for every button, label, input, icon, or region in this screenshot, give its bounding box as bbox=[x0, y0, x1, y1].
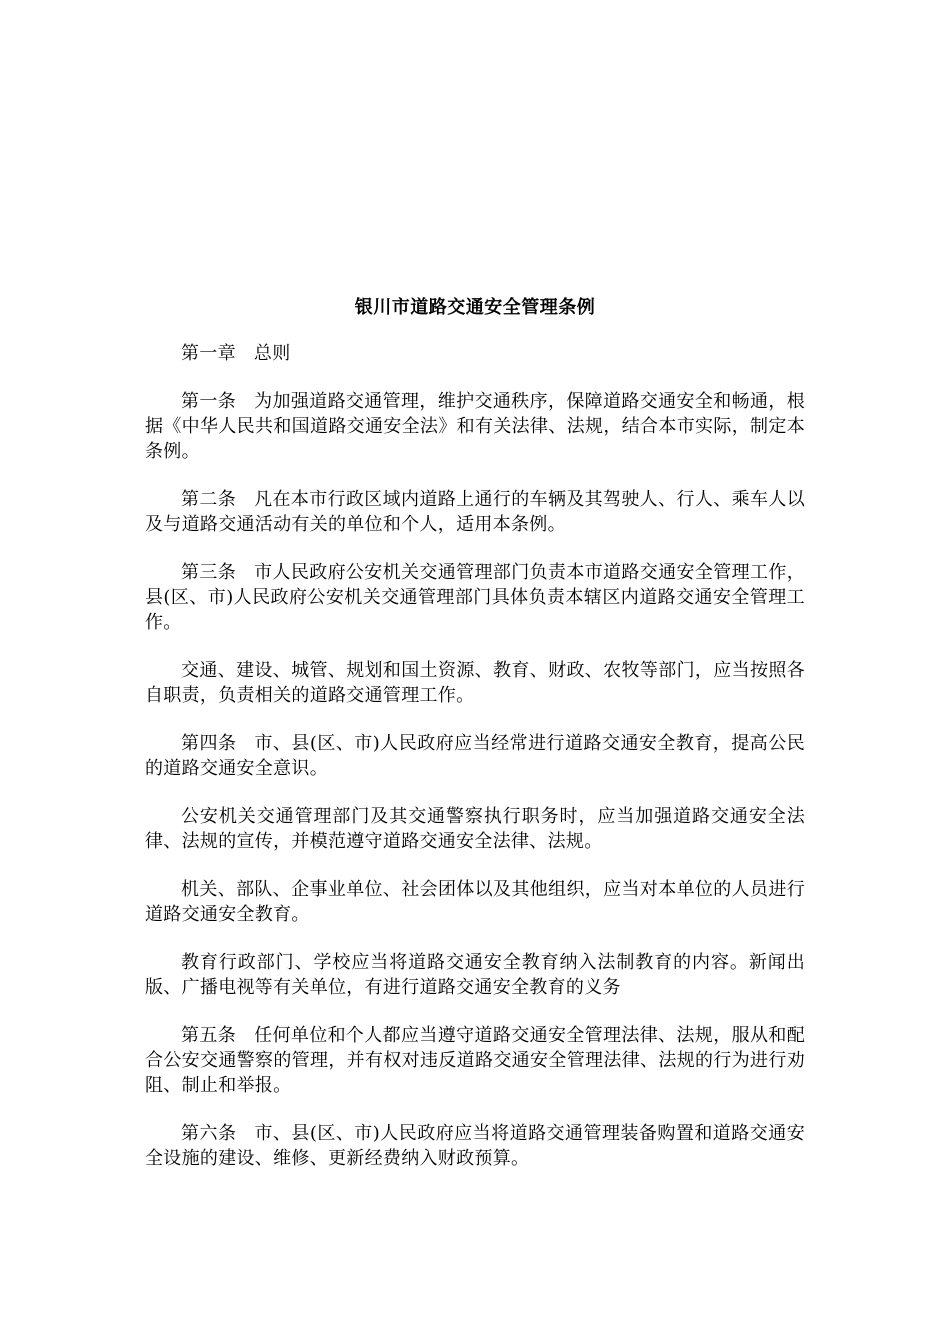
article-paragraph bbox=[145, 950, 805, 1000]
article-paragraph bbox=[145, 487, 805, 537]
article-text: 机关、部队、企事业单位、社会团体以及其他组织，应当对本单位的人员进行道路交通安全教育。 bbox=[145, 879, 805, 925]
article-number: 第一条 bbox=[181, 391, 237, 412]
article-text: 市人民政府公安机关交通管理部门负责本市道路交通安全管理工作，县(区、市)人民政府公安机关交通管理部门具体负责本辖区内道路交通安全管理工作。 bbox=[145, 562, 806, 633]
article-paragraph bbox=[145, 560, 805, 635]
document-title: 银川市道路交通安全管理条例 bbox=[354, 297, 596, 318]
article-number: 第二条 bbox=[181, 489, 237, 510]
article-number: 第三条 bbox=[181, 562, 237, 583]
article-text: 凡在本市行政区域内道路上通行的车辆及其驾驶人、行人、乘车人以及与道路交通活动有关的单位和个人，适用本条例。 bbox=[145, 489, 806, 535]
article-number: 第五条 bbox=[181, 1025, 237, 1046]
article-text: 交通、建设、城管、规划和国土资源、教育、财政、农牧等部门，应当按照各自职责，负责相关的道路交通管理工作。 bbox=[145, 660, 805, 706]
article-paragraph bbox=[145, 389, 805, 464]
article-number: 第六条 bbox=[181, 1123, 237, 1144]
article-text: 公安机关交通管理部门及其交通警察执行职务时，应当加强道路交通安全法律、法规的宣传，并模范遵守道路交通安全法律、法规。 bbox=[145, 806, 805, 852]
article-number: 第四条 bbox=[181, 733, 237, 754]
article-paragraph bbox=[145, 1121, 805, 1171]
article-text: 市、县(区、市)人民政府应当将道路交通管理装备购置和道路交通安全设施的建设、维修、更新经费纳入财政预算。 bbox=[145, 1123, 806, 1169]
article-text: 任何单位和个人都应当遵守道路交通安全管理法律、法规，服从和配合公安交通警察的管理，并有权对违反道路交通安全管理法律、法规的行为进行劝阻、制止和举报。 bbox=[145, 1025, 806, 1096]
article-paragraph bbox=[145, 804, 805, 854]
article-paragraph bbox=[145, 731, 805, 781]
article-text: 为加强道路交通管理，维护交通秩序，保障道路交通安全和畅通，根据《中华人民共和国道路交通安全法》和有关法律、法规，结合本市实际，制定本条例。 bbox=[145, 391, 806, 462]
article-text: 教育行政部门、学校应当将道路交通安全教育纳入法制教育的内容。新闻出版、广播电视等有关单位，有进行道路交通安全教育的义务 bbox=[145, 952, 805, 998]
article-paragraph bbox=[145, 1023, 805, 1098]
article-text: 市、县(区、市)人民政府应当经常进行道路交通安全教育，提高公民的道路交通安全意识。 bbox=[145, 733, 806, 779]
article-paragraph bbox=[145, 658, 805, 708]
document-page bbox=[145, 293, 805, 1194]
chapter-name: 总则 bbox=[253, 343, 291, 364]
chapter-heading bbox=[145, 341, 805, 366]
chapter-number: 第一章 bbox=[181, 343, 236, 364]
article-paragraph bbox=[145, 877, 805, 927]
